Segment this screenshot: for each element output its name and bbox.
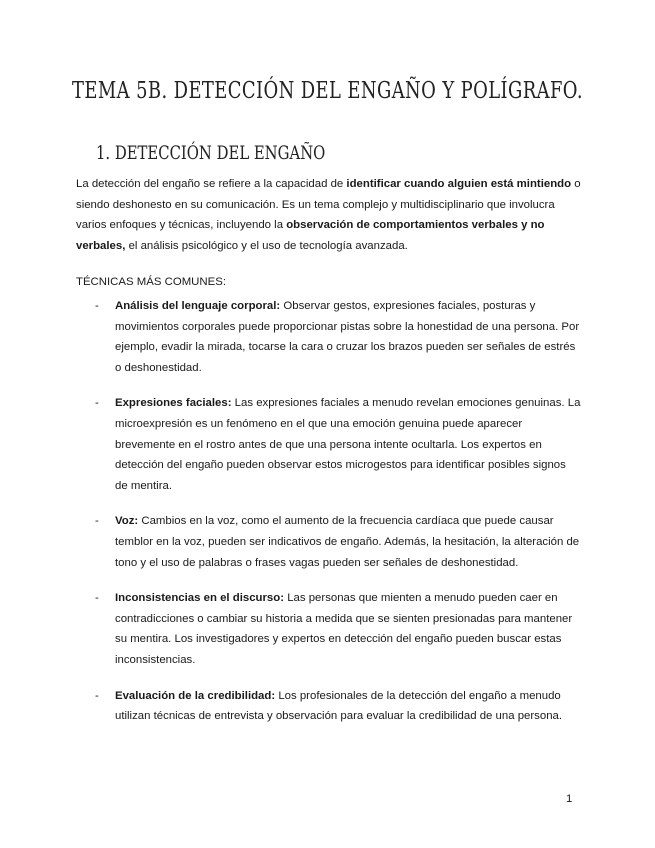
technique-item [76,686,581,727]
technique-text: Las personas que mienten a menudo pueden caer en contradicciones o cambiar su historia a medida que se sienten presionadas para mantener su mentira. Los investigadores y expertos en detección del engaño pueden buscar estas inconsistencias. [115,592,573,666]
technique-term: Análisis del lenguaje corporal: [115,300,281,312]
intro-text-2: o siendo deshonesto en su comunicación. Es un tema complejo y multidisciplinario que involucra varios enfoques y técnicas, incluyendo la [76,178,581,232]
techniques-list [76,296,581,727]
bullet-dash: - [95,515,99,528]
technique-text: Cambios en la voz, como el aumento de la frecuencia cardíaca que puede causar temblor en la voz, pueden ser indicativos de engaño. Además, la hesitación, la alteración de tono y el uso de palabras o frases vagas pueden ser señales de deshonestidad. [115,515,580,569]
technique-text: Las expresiones faciales a menudo revelan emociones genuinas. La microexpresión es un fenómeno en el que una emoción genuina puede aparecer brevemente en el rostro antes de que una persona intente ocultarla. Los expertos en detección del engaño pueden observar estos microgestos para identificar posibles signos de mentira. [115,397,581,492]
intro-text-1: La detección del engaño se refiere a la capacidad de [76,178,347,190]
intro-paragraph [76,174,581,256]
document-title: TEMA 5B. DETECCIÓN DEL ENGAÑO Y POLÍGRAFO. [72,78,583,104]
intro-text-3: el análisis psicológico y el uso de tecnología avanzada. [125,239,408,252]
technique-item [76,296,581,378]
intro-bold-1: identificar cuando alguien está mintiendo [346,178,572,190]
technique-text: Observar gestos, expresiones faciales, posturas y movimientos corporales puede proporcionar pistas sobre la honestidad de una persona. Por ejemplo, evadir la mirada, tocarse la cara o cruzar los brazos pueden ser señales de estrés o deshonestidad. [115,300,580,374]
technique-text: Los profesionales de la detección del engaño a menudo utilizan técnicas de entrevista y observación para evaluar la credibilidad de una persona. [115,689,563,723]
bullet-dash: - [95,300,99,312]
page-number: 1 [566,793,573,805]
bullet-dash: - [95,689,99,702]
intro-bold-2: observación de comportamientos verbales y no verbales, [76,219,545,252]
technique-term: Expresiones faciales: [115,397,232,410]
technique-item [76,588,581,670]
technique-term: Inconsistencias en el discurso: [115,592,285,605]
technique-item [76,393,581,496]
technique-term: Evaluación de la credibilidad: [115,689,276,702]
technique-item [76,511,581,573]
bullet-dash: - [95,397,99,410]
bullet-dash: - [95,592,99,605]
technique-term: Voz: [115,515,139,528]
techniques-label: TÉCNICAS MÁS COMUNES: [76,276,226,288]
section-heading: 1. DETECCIÓN DEL ENGAÑO [96,142,326,164]
